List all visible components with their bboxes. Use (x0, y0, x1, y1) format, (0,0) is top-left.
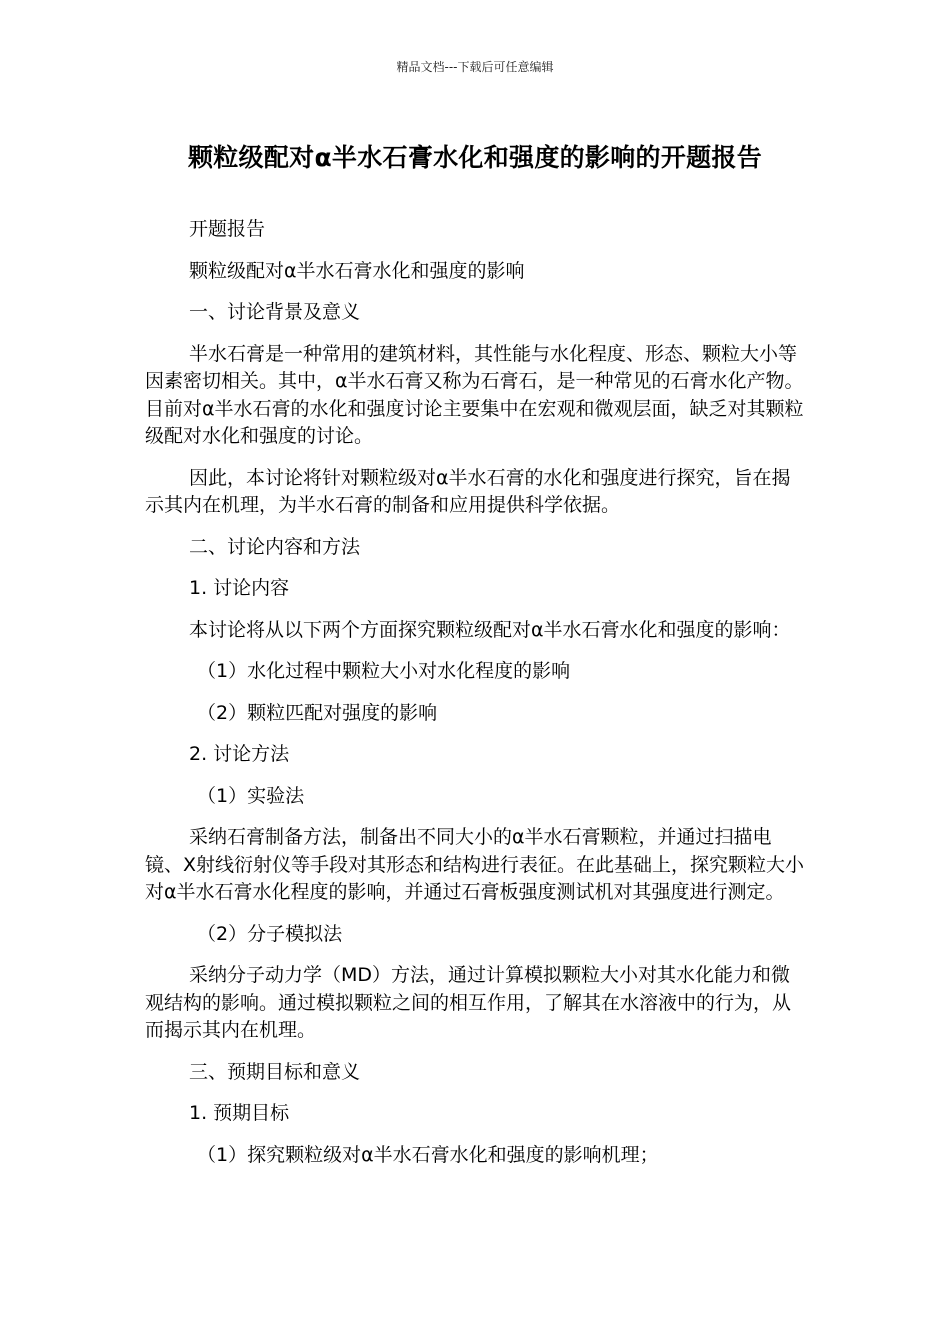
paragraph-body: 采纳石膏制备方法，制备出不同大小的α半水石膏颗粒，并通过扫描电镜、X射线衍射仪等手段对其形态和结构进行表征。在此基础上，探究颗粒大小对α半水石膏水化程度的影响，并通过石膏板强度测试机对其强度进行测定。 (145, 826, 805, 903)
paragraph-body: 采纳分子动力学（MD）方法，通过计算模拟颗粒大小对其水化能力和微观结构的影响。通过模拟颗粒之间的相互作用，了解其在水溶液中的行为，从而揭示其内在机理。 (145, 964, 792, 1041)
section-heading: 三、预期目标和意义 (189, 1060, 361, 1083)
list-item: （1）实验法 (197, 784, 305, 807)
list-item: （2）分子模拟法 (197, 922, 343, 945)
paragraph-body: 因此，本讨论将针对颗粒级对α半水石膏的水化和强度进行探究，旨在揭示其内在机理，为半水石膏的制备和应用提供科学依据。 (145, 466, 791, 516)
paragraph-body: 本讨论将从以下两个方面探究颗粒级配对α半水石膏水化和强度的影响： (189, 618, 791, 641)
paragraph-line: 颗粒级配对α半水石膏水化和强度的影响 (189, 259, 525, 282)
subsection-heading: 1. 预期目标 (189, 1102, 290, 1124)
page-header: 精品文档---下载后可任意编辑 (396, 60, 554, 74)
list-item: （1）水化过程中颗粒大小对水化程度的影响 (197, 660, 571, 682)
document-body (145, 216, 807, 1183)
paragraph-body: 半水石膏是一种常用的建筑材料，其性能与水化程度、形态、颗粒大小等因素密切相关。其中，α半水石膏又称为石膏石，是一种常见的石膏水化产物。目前对α半水石膏的水化和强度讨论主要集中在宏观和微观层面，缺乏对其颗粒级配对水化和强度的讨论。 (145, 342, 804, 447)
document-title: 颗粒级配对α半水石膏水化和强度的影响的开题报告 (187, 143, 763, 172)
list-item: （1）探究颗粒级对α半水石膏水化和强度的影响机理； (197, 1143, 659, 1166)
subsection-heading: 2. 讨论方法 (189, 743, 290, 765)
list-item: （2）颗粒匹配对强度的影响 (197, 701, 438, 724)
subsection-heading: 1. 讨论内容 (189, 577, 290, 599)
paragraph-line: 开题报告 (189, 218, 266, 240)
section-heading: 一、讨论背景及意义 (189, 301, 361, 323)
section-heading: 二、讨论内容和方法 (189, 535, 361, 558)
